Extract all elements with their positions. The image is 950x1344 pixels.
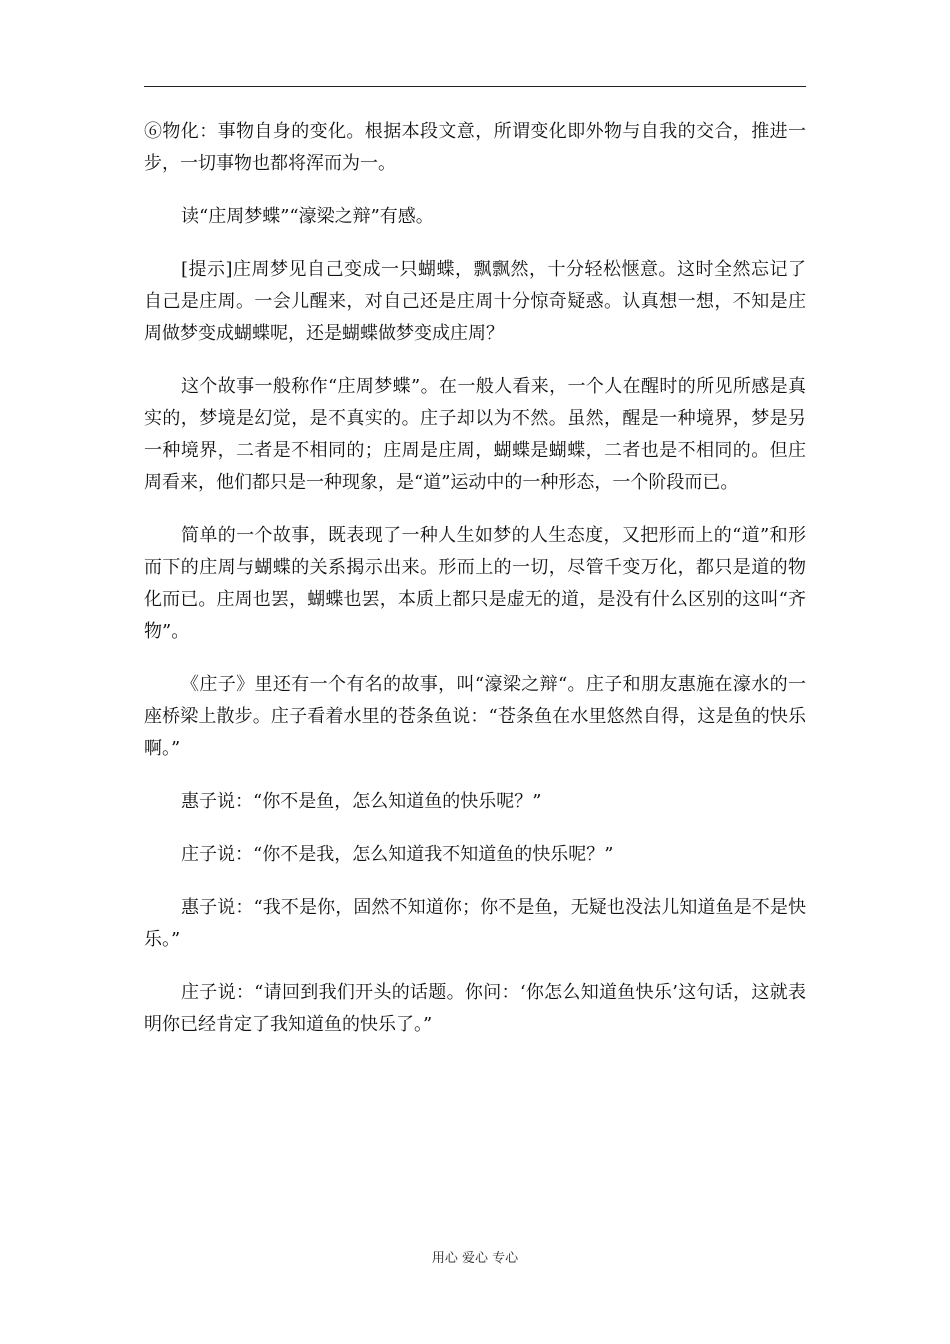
paragraph-qiwu: 简单的一个故事，既表现了一种人生如梦的人生态度，又把形而上的“道”和形而下的庄周与蝴蝶的关系揭示出来。形而上的一切，尽管千变万化，都只是道的物化而已。庄周也罢，蝴蝶也罢，本质上都只是虚无的道，是没有什么区别的这叫“齐物”。	[144, 525, 806, 642]
paragraph-haoliang-story: 《庄子》里还有一个有名的故事，叫“濠梁之辩“。庄子和朋友惠施在濠水的一座桥梁上散步。庄子看着水里的苍条鱼说：“苍条鱼在水里悠然自得，这是鱼的快乐啊。”	[144, 674, 806, 759]
paragraph-butterfly-dream: 这个故事一般称作“庄周梦蝶”。在一般人看来，一个人在醒时的所见所感是真实的，梦境是幻觉，是不真实的。庄子却以为不然。虽然，醒是一种境界，梦是另一种境界，二者是不相同的；庄周是庄周，蝴蝶是蝴蝶，二者也是不相同的。但庄周看来，他们都只是一种现象，是“道”运动中的一种形态，一个阶段而已。	[144, 376, 806, 493]
paragraph-dialogue-huizi-1: 惠子说：“你不是鱼，怎么知道鱼的快乐呢？”	[181, 791, 542, 812]
paragraph-dialogue-zhuangzi-1: 庄子说：“你不是我，怎么知道我不知道鱼的快乐呢？”	[181, 844, 614, 865]
paragraph-annotation: ⑥物化：事物自身的变化。根据本段文意，所谓变化即外物与自我的交合，推进一步，一切事物也都将浑而为一。	[144, 121, 806, 174]
page-footer: 用心 爱心 专心	[431, 1251, 519, 1266]
paragraph-hint: [提示]庄周梦见自己变成一只蝴蝶，飘飘然，十分轻松惬意。这时全然忘记了自己是庄周。一会儿醒来，对自己还是庄周十分惊奇疑惑。认真想一想，不知是庄周做梦变成蝴蝶呢，还是蝴蝶做梦变成庄周？	[144, 259, 806, 344]
header-rule	[144, 86, 806, 87]
paragraph-dialogue-huizi-2: 惠子说：“我不是你，固然不知道你；你不是鱼，无疑也没法儿知道鱼是不是快乐。”	[144, 897, 806, 950]
paragraph-dialogue-zhuangzi-2: 庄子说：“请回到我们开头的话题。你问：‘你怎么知道鱼快乐’这句话，这就表明你已经肯定了我知道鱼的快乐了。”	[144, 982, 806, 1035]
paragraph-prompt: 读“庄周梦蝶”“濠梁之辩”有感。	[181, 206, 434, 227]
document-body	[144, 116, 806, 1062]
